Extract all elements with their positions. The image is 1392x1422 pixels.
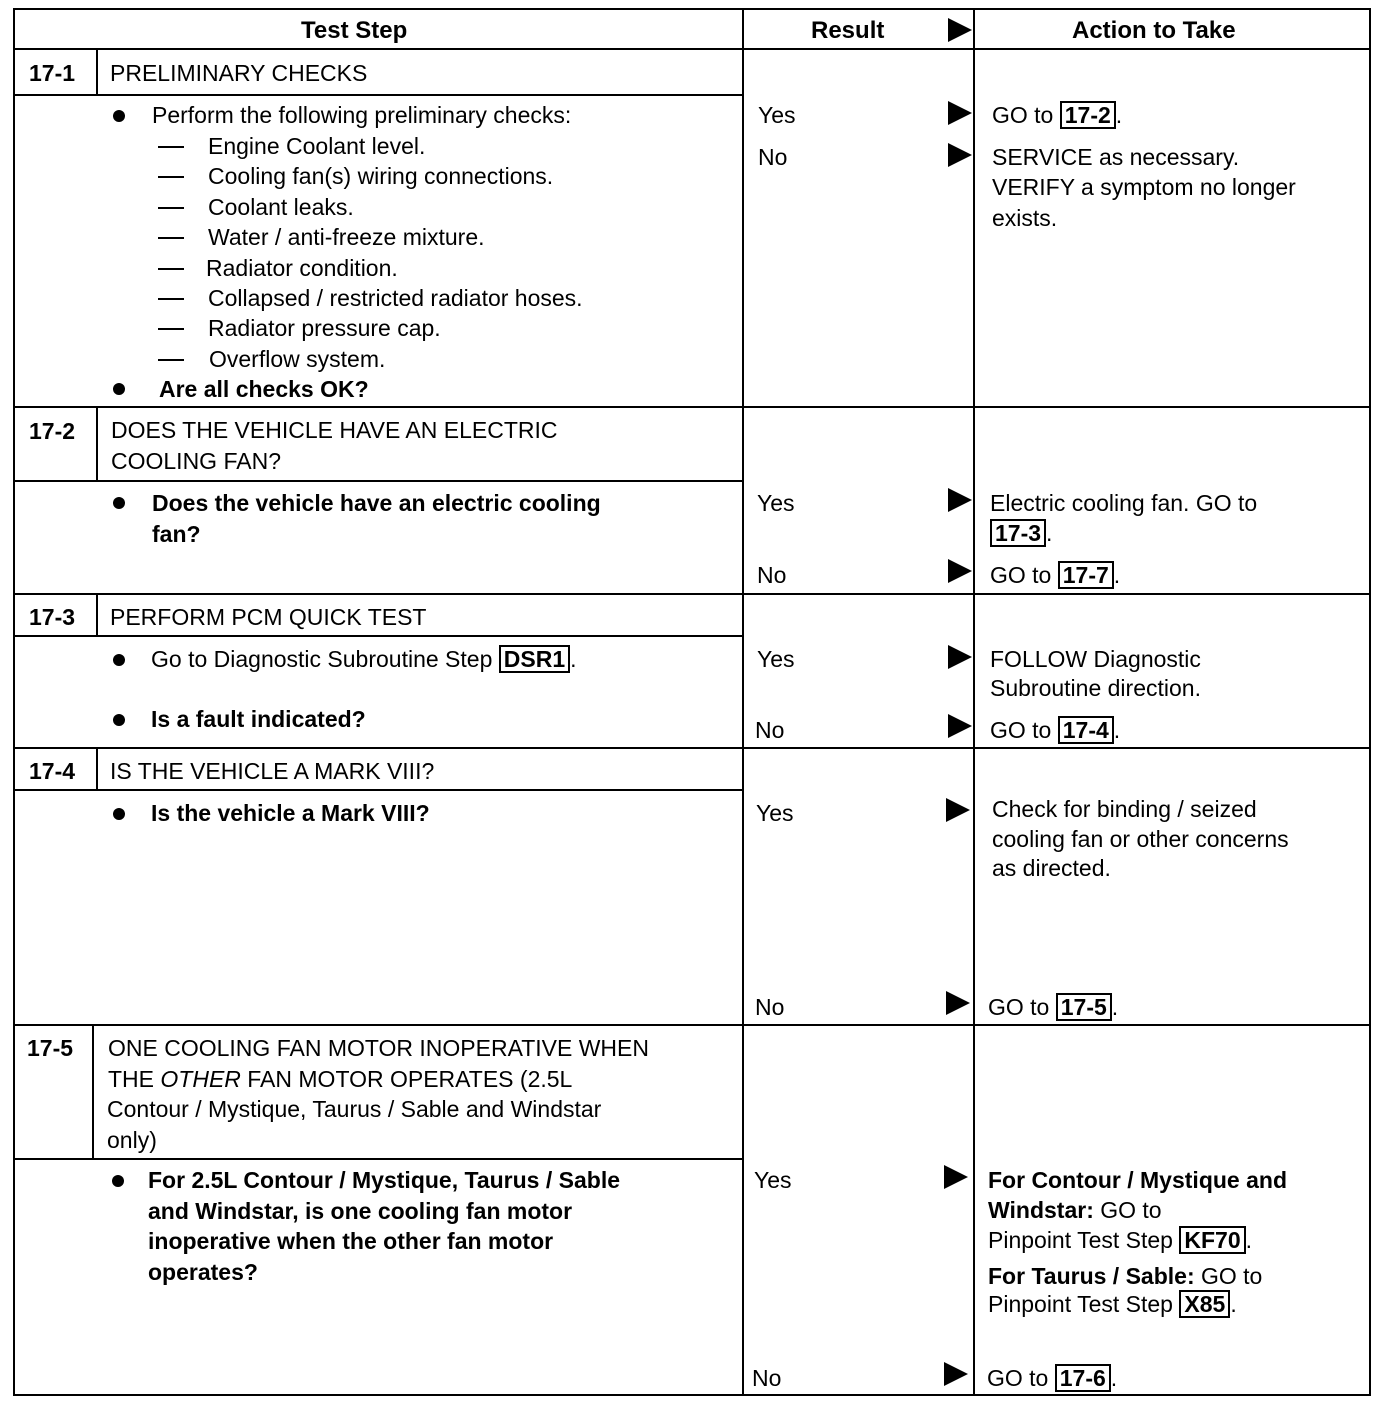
step-title-divider [15,789,742,791]
check-item: Radiator pressure cap. [208,315,441,341]
step-divider [15,406,1371,408]
result-no: No [757,562,787,588]
step-number-divider [96,408,98,480]
dash-icon [158,207,184,209]
bullet-icon [113,497,125,509]
arrow-icon [948,101,972,125]
header-divider [15,48,1371,50]
check-item: Cooling fan(s) wiring connections. [208,163,554,189]
result-yes: Yes [758,102,796,128]
result-no: No [755,717,785,743]
step-instruction: Go to Diagnostic Subroutine Step DSR1 . [151,646,577,672]
step-question: fan? [152,521,201,547]
header-result: Result [811,17,885,44]
step-reference: 17-5 [1056,993,1112,1021]
step-question: inoperative when the other fan motor [148,1228,554,1254]
step-number: 17-5 [27,1035,74,1061]
arrow-icon [948,18,972,42]
step-title-divider [15,94,742,96]
action-yes-line: For Contour / Mystique and [988,1167,1287,1193]
step-reference: 17-7 [1058,561,1114,589]
action-no-line: exists. [992,205,1058,231]
dash-icon [158,359,184,361]
action-yes-line: For Taurus / Sable: GO to [988,1263,1263,1289]
arrow-icon [944,1362,968,1386]
action-no-line: SERVICE as necessary. [992,144,1240,170]
step-reference: KF70 [1179,1226,1245,1254]
arrow-icon [948,488,972,512]
check-item: Overflow system. [209,346,386,372]
action-no: GO to 17-6 . [987,1365,1118,1391]
step-number: 17-4 [29,758,76,784]
action-yes-line: Pinpoint Test Step KF70 . [988,1227,1253,1253]
result-yes: Yes [757,646,795,672]
step-title: PERFORM PCM QUICK TEST [110,604,427,630]
action-no: GO to 17-4 . [990,717,1121,743]
dash-icon [158,298,184,300]
step-title: ONE COOLING FAN MOTOR INOPERATIVE WHEN [108,1035,649,1061]
step-title: IS THE VEHICLE A MARK VIII? [110,758,435,784]
arrow-icon [948,559,972,583]
step-title: only) [107,1127,157,1153]
arrow-icon [948,714,972,738]
check-item: Collapsed / restricted radiator hoses. [208,285,583,311]
result-yes: Yes [757,490,795,516]
step-number: 17-3 [29,604,76,630]
step-reference: 17-4 [1058,716,1114,744]
action-yes-line: Subroutine direction. [990,675,1201,701]
action-yes-line: as directed. [992,855,1111,881]
bullet-icon [113,714,125,726]
arrow-icon [948,645,972,669]
step-divider [15,1024,1371,1026]
action-no-line: VERIFY a symptom no longer [992,174,1296,200]
step-number-divider [96,50,98,94]
result-no: No [758,144,788,170]
action-yes-line: FOLLOW Diagnostic [990,646,1201,672]
step-reference: 17-6 [1055,1364,1111,1392]
action-yes: Electric cooling fan. GO to [990,490,1258,516]
action-yes-line: Pinpoint Test Step X85 . [988,1291,1237,1317]
dash-icon [158,268,184,270]
step-question: and Windstar, is one cooling fan motor [148,1198,573,1224]
step-title-divider [15,1158,742,1160]
bullet-icon [113,110,125,122]
header-action: Action to Take [1072,17,1236,44]
result-no: No [755,994,785,1020]
step-title: Contour / Mystique, Taurus / Sable and Windstar [107,1096,602,1122]
step-title: THE OTHER FAN MOTOR OPERATES (2.5L [108,1066,573,1092]
dash-icon [158,176,184,178]
action-yes-line: Check for binding / seized [992,796,1257,822]
step-instruction: Perform the following preliminary checks: [152,102,572,128]
result-yes: Yes [754,1167,792,1193]
test-step-table [13,8,1371,1396]
bullet-icon [113,654,125,666]
step-reference: 17-3 [990,519,1046,547]
step-divider [15,747,1371,749]
bullet-icon [112,1175,124,1187]
action-yes-line: Windstar: GO to [988,1197,1162,1223]
step-title: PRELIMINARY CHECKS [110,60,368,86]
bullet-icon [113,808,125,820]
check-item: Water / anti-freeze mixture. [208,224,485,250]
column-divider [973,10,975,1394]
arrow-icon [944,1165,968,1189]
step-reference: DSR1 [499,645,570,673]
step-reference: X85 [1179,1290,1230,1318]
action-no: GO to 17-7 . [990,562,1121,588]
result-no: No [752,1365,782,1391]
step-number: 17-1 [29,60,76,86]
arrow-icon [946,991,970,1015]
check-item: Radiator condition. [206,255,398,281]
step-question: Are all checks OK? [159,376,369,402]
step-title-divider [15,635,742,637]
step-number-divider [96,595,98,635]
step-divider [15,593,1371,595]
step-title: DOES THE VEHICLE HAVE AN ELECTRIC [111,417,558,443]
arrow-icon [948,143,972,167]
step-question: Is the vehicle a Mark VIII? [151,800,430,826]
step-question: operates? [148,1259,258,1285]
step-title: COOLING FAN? [111,448,281,474]
arrow-icon [946,798,970,822]
step-title-divider [15,480,742,482]
header-test-step: Test Step [301,17,408,44]
action-yes: GO to 17-2 . [992,102,1123,128]
action-yes-line: cooling fan or other concerns [992,826,1289,852]
bullet-icon [113,383,125,395]
step-question: Is a fault indicated? [151,706,366,732]
step-number-divider [92,1026,94,1158]
check-item: Engine Coolant level. [208,133,426,159]
step-question: For 2.5L Contour / Mystique, Taurus / Sable [148,1167,620,1193]
action-no: GO to 17-5 . [988,994,1119,1020]
step-question: Does the vehicle have an electric cooling [152,490,601,516]
step-reference: 17-2 [1060,101,1116,129]
dash-icon [158,328,184,330]
dash-icon [158,237,184,239]
step-number: 17-2 [29,418,76,444]
dash-icon [158,146,184,148]
result-yes: Yes [756,800,794,826]
column-divider [742,10,744,1394]
check-item: Coolant leaks. [208,194,354,220]
step-number-divider [96,749,98,789]
action-yes-ref: 17-3 . [990,518,1052,548]
